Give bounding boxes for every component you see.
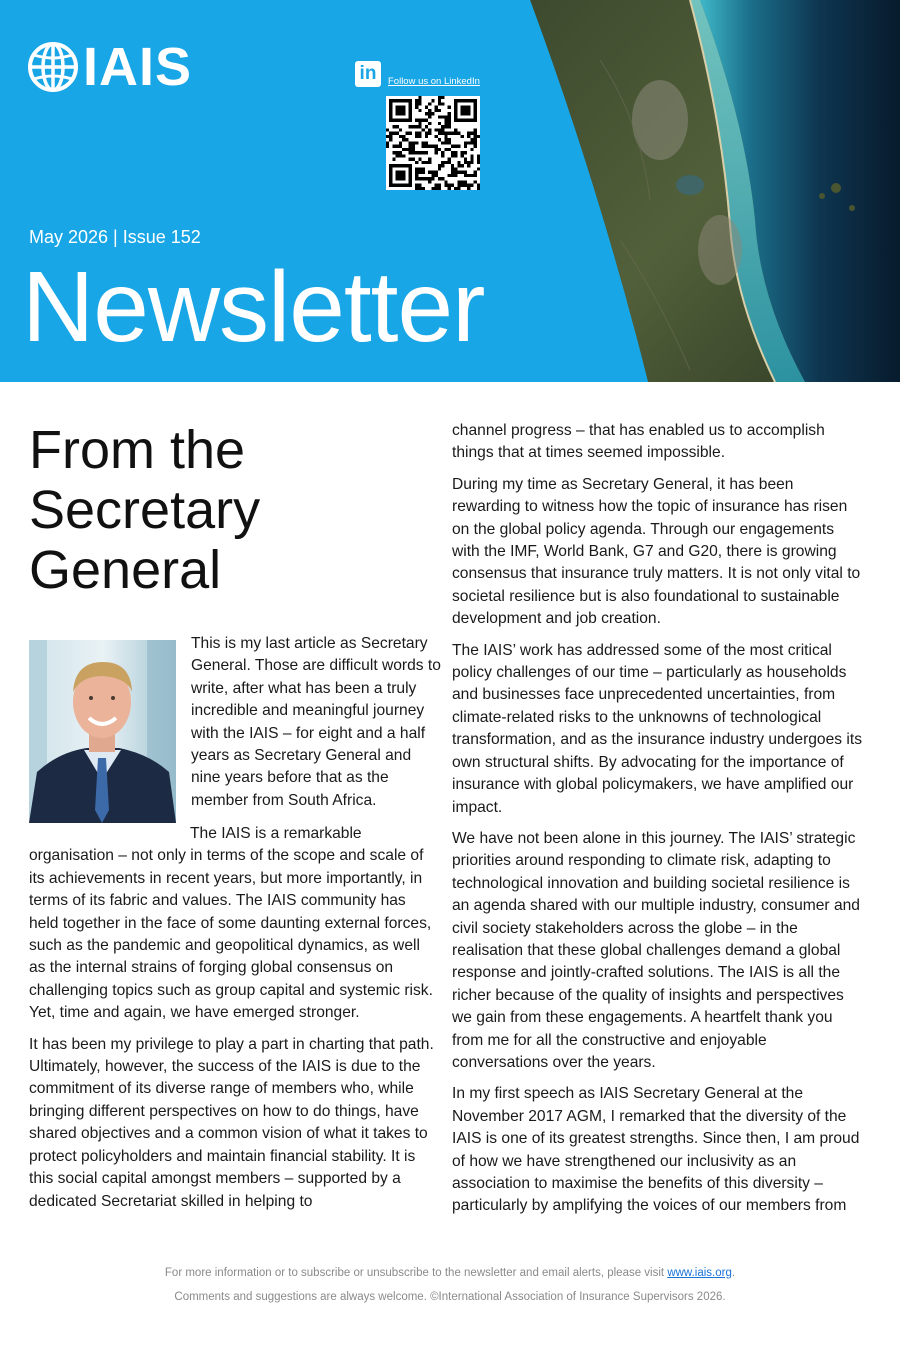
paragraph-4: During my time as Secretary General, it has been rewarding to witness how the topic of insurance has risen on the global policy agenda. Through our engagements with the IMF, World Bank, G7 and G20, there is growing consensus that insurance truly matters. It is not only vital to societal resilience but is also foundational to sustainable development and job creation. [452, 475, 861, 628]
paragraph-3-continued: channel progress – that has enabled us to accomplish things that at times seemed impossible. [452, 422, 825, 462]
paragraph-2 [29, 823, 439, 1025]
article-intro [191, 633, 441, 812]
title-line: Secretary [29, 480, 261, 540]
paragraph-2-rest: organisation – not only in terms of the scope and scale of its achievements in recent years, but more importantly, in terms of its fabric and values. The IAIS community has held together in the face of some daunting external forces, such as the pandemic and geopolitical dynamics, as well as the internal strains of forging global consensus on challenging topics such as group capital and systemic risk. Yet, time and again, we have emerged stronger. [29, 847, 433, 1022]
footer-subscribe-line [0, 1261, 900, 1285]
linkedin-link[interactable]: Follow us on LinkedIn [388, 75, 480, 87]
paragraph-7: In my first speech as IAIS Secretary General at the November 2017 AGM, I remarked that the diversity of the IAIS is one of its greatest strengths. Since then, I am proud of how we have strengthened our inclusivity as an association to maximise the benefits of this diversity – particularly by amplifying the voices of our members from [452, 1085, 860, 1215]
title-line: General [29, 540, 222, 600]
linkedin-icon[interactable]: in [355, 61, 381, 87]
iais-logo[interactable] [27, 37, 193, 97]
article-right-column [452, 420, 864, 1218]
title-line: From the [29, 420, 246, 480]
footer-copyright: Comments and suggestions are always welcome. ©International Association of Insurance Supervisors 2026. [174, 1291, 726, 1303]
logo-text: IAIS [83, 37, 193, 97]
footer-suffix: . [731, 1267, 736, 1279]
paragraph-5: The IAIS’ work has addressed some of the most critical policy challenges of our time – particularly as households and businesses face unprecedented uncertainties, from climate-related risks to the unknowns of technological transformation, and as the insurance industry undergoes its own structural shifts. By advocating for the importance of insurance with global policymakers, we have amplified our impact. [452, 641, 862, 816]
intro-paragraph: This is my last article as Secretary General. Those are difficult words to write, after what has been a truly incredible and meaningful journey with the IAIS – for eight and a half years as Secretary General and nine years before that as the member from South Africa. [191, 635, 441, 809]
website-link[interactable]: www.iais.org [667, 1267, 732, 1279]
newsletter-header [0, 0, 900, 382]
issue-date: May 2026 | Issue 152 [29, 227, 201, 247]
article-left-column [29, 823, 439, 1213]
newsletter-footer [0, 1261, 900, 1309]
secretary-general-portrait [29, 640, 176, 823]
linkedin-follow[interactable] [355, 61, 480, 87]
article-title [29, 420, 260, 600]
paragraph-2-start: The IAIS is a remarkable [190, 825, 362, 842]
footer-prefix: For more information or to subscribe or unsubscribe to the newsletter and email alerts, please visit [164, 1267, 668, 1279]
masthead-title: Newsletter [22, 251, 485, 363]
paragraph-3: It has been my privilege to play a part in charting that path. Ultimately, however, the success of the IAIS is due to the commitment of its diverse range of members who, while bringing different perspectives on how to do things, have shared objectives and a common vision of what it takes to protect policyholders and maintain financial stability. It is this social capital amongst members – supported by a dedicated Secretariat skilled in helping to [29, 1035, 434, 1210]
globe-icon [27, 41, 79, 93]
qr-code-icon [386, 96, 480, 190]
paragraph-6: We have not been alone in this journey. The IAIS’ strategic priorities around responding to climate risk, adapting to technological innovation and building societal resilience is an agenda shared with our multiple industry, consumer and civil society stakeholders across the globe – in the realisation that these global challenges demand a global response and jointly-crafted solutions. The IAIS is all the richer because of the quality of insights and perspectives we gain from these engagements. A heartfelt thank you from me for all the constructive and enjoyable conversations over the years. [452, 829, 860, 1071]
